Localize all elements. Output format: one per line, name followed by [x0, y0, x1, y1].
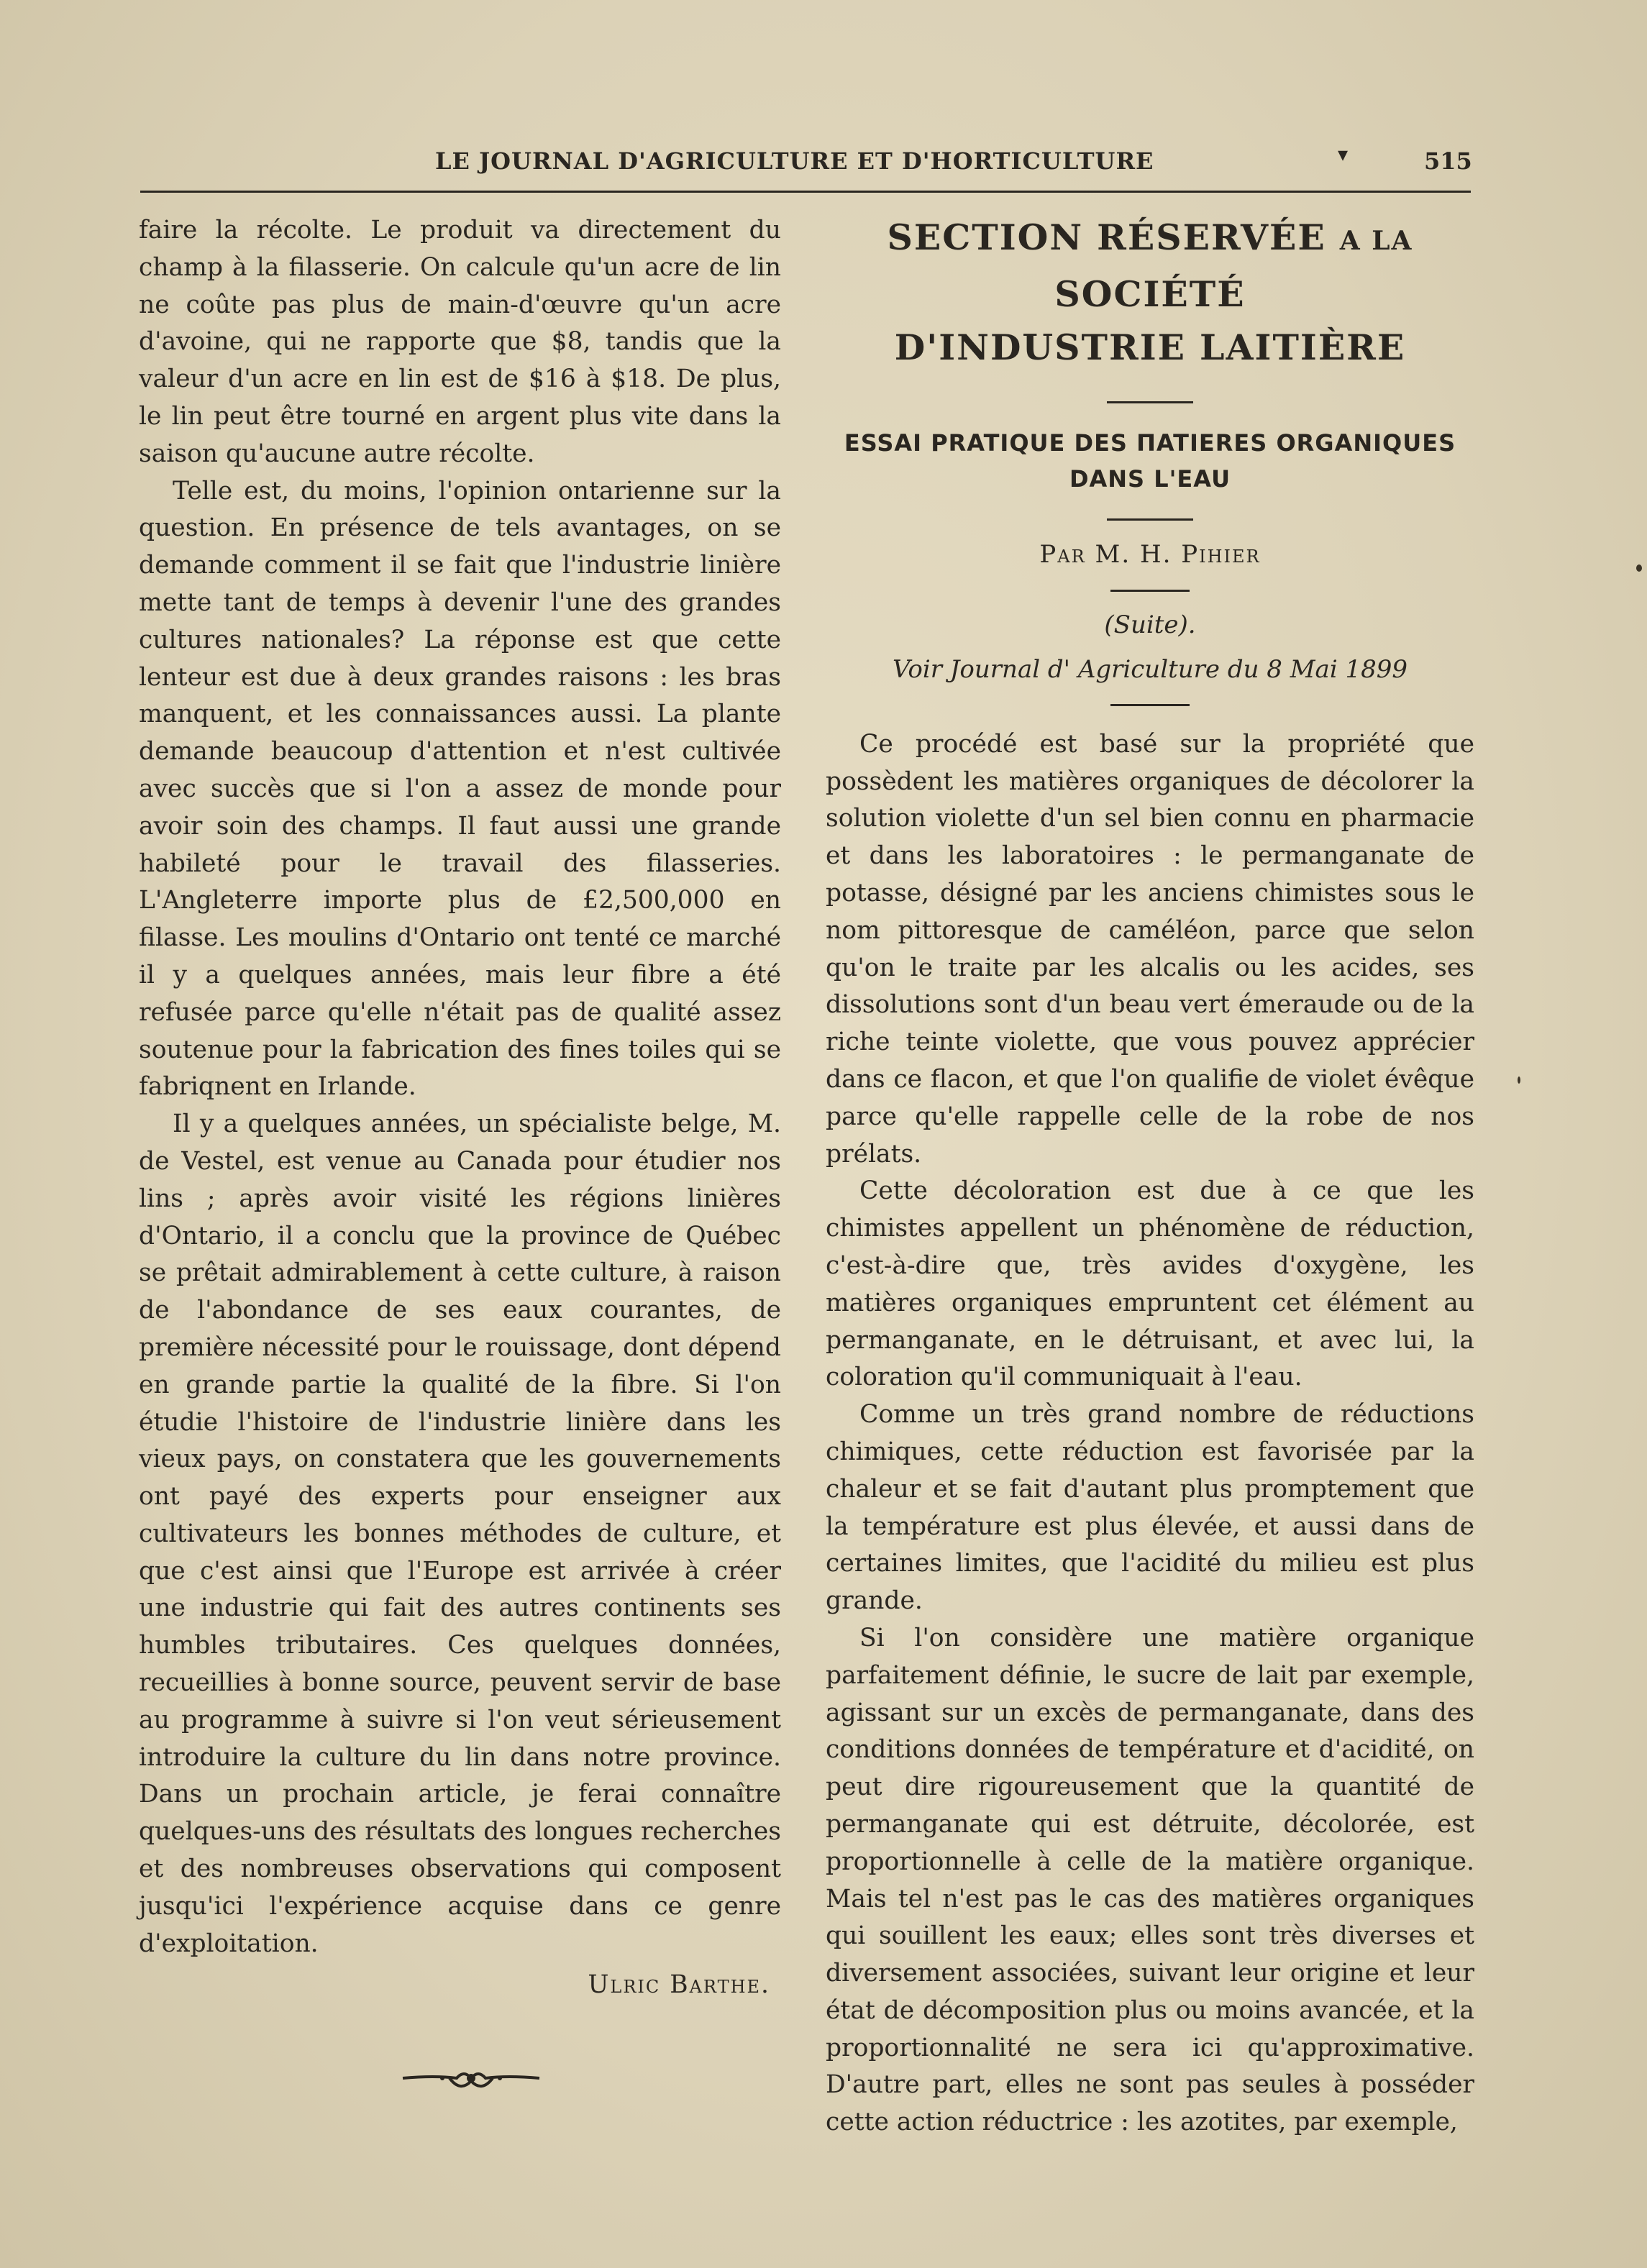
paragraph: Telle est, du moins, l'opinion ontarienne sur la question. En présence de tels avantages, on se demande comment il se fait que l'industrie linière mette tant de temps à devenir l'une des grandes cultures nationales? La réponse est que cette lenteur est due à deux grandes raisons : les bras manquent, et les connaissances aussi. La plante demande beaucoup d'attention et n'est cultivée avec succès que si l'on a assez de monde pour avoir soin des champs. Il faut aussi une grande habileté pour le travail des filasseries. L'Angleterre importe plus de £2,500,000 en filasse. Les moulins d'Ontario ont tenté ce marché il y a quelques années, mais leur fibre a été refusée parce qu'elle n'était pas de qualité assez soutenue pour la fabrication des fines toiles qui se fabriqnent en Irlande. — [139, 476, 781, 1102]
right-column — [826, 212, 1474, 2141]
divider — [1110, 590, 1190, 592]
paragraph: Si l'on considère une matière organique parfaitement définie, le sucre de lait par exemple, agissant sur un excès de permanganate, dans des conditions données de température et d'acidité, on peut dire rigoureusement que la quantité de permanganate qui est détruite, décolorée, est proportionnelle à celle de la matière organique. Mais tel n'est pas le cas des matières organiques qui souillent les eaux; elles sont très diverses et diversement associées, suivant leur origine et leur état de décomposition plus ou moins avancée, et la proportionnalité ne sera ici qu'approximative. D'autre part, elles ne sont pas seules à posséder cette action réductrice : les azotites, par exemple, — [826, 1623, 1474, 2137]
page-number: 515 — [1424, 147, 1472, 175]
section-title-part: SECTION RÉSERVÉE — [887, 216, 1326, 258]
section-title-part: A LA — [1339, 226, 1413, 256]
paragraph: Ce procédé est basé sur la propriété que possèdent les matières organiques de décolorer la solution violette d'un sel bien connu en pharmacie et dans les laboratoires : le permanganate de potasse, désigné par les anciens chimistes sous le nom pittoresque de caméléon, parce que selon qu'on le traite par les alcalis ou les acides, ses dissolutions sont d'un beau vert émeraude ou de la riche teinte violette, que vous pouvez apprécier dans ce flacon, et que l'on qualifie de violet évêque parce qu'elle rappelle celle de la robe de nos prélats. — [826, 729, 1474, 1169]
header-rule — [140, 191, 1471, 193]
paragraph: Comme un très grand nombre de réductions chimiques, cette réduction est favorisée par la chaleur et se fait d'autant plus promptement que la température est plus élevée, et aussi dans de certaines limites, que l'acidité du milieu est plus grande. — [826, 1400, 1474, 1616]
divider — [1107, 401, 1193, 403]
paragraph: Cette décoloration est due à ce que les chimistes appellent un phénomène de réduction, c'est-à-dire que, très avides d'oxygène, les matières organiques empruntent cet élément au permanganate, en le détruisant, et avec lui, la coloration qu'il communiquait à l'eau. — [826, 1176, 1474, 1392]
section-title-part: SOCIÉTÉ — [1054, 273, 1246, 315]
paper-speck — [1518, 1076, 1520, 1084]
reference-note: Voir Journal d' Agriculture du 8 Mai 1899 — [892, 654, 1408, 684]
paragraph: Il y a quelques années, un spécialiste belge, M. de Vestel, est venue au Canada pour étudier nos lins ; après avoir visité les régions linières d'Ontario, il a conclu que la province de Québec se prêtait admirablement à cette culture, à raison de l'abondance de ses eaux courantes, de première nécessité pour le rouissage, dont dépend en grande partie la qualité de la fibre. Si l'on étudie l'histoire de l'industrie linière dans les vieux pays, on constatera que les gouvernements ont payé des experts pour enseigner aux cultivateurs les bonnes méthodes de culture, et que c'est ainsi que l'Europe est arrivée à créer une industrie qui fait des autres continents ses humbles tributaires. Ces quelques données, recueillies à bonne source, peuvent servir de base au programme à suivre si l'on veut sérieusement introduire la culture du lin dans notre province. Dans un prochain article, je ferai connaître quelques-uns des résultats des longues recherches et des nombreuses observations qui composent jusqu'ici l'expérience acquise dans ce genre d'exploitation. — [139, 1110, 781, 1958]
article-title: ESSAI PRATIQUE DES ΠATIERES ORGANIQUES DANS L'EAU — [844, 429, 1456, 493]
left-column — [139, 212, 781, 2004]
running-header — [140, 144, 1471, 187]
continued-note: (Suite). — [1104, 610, 1196, 639]
journal-title: LE JOURNAL D'AGRICULTURE ET D'HORTICULTURE — [435, 147, 1154, 175]
byline — [826, 536, 1474, 574]
byline-name: M. H. Pihier — [1095, 540, 1261, 569]
paper-speck — [1636, 564, 1642, 572]
printer-mark: ▾ — [1338, 142, 1349, 166]
author-signature: Ulric Barthe. — [588, 1970, 770, 2000]
section-title-part: D'INDUSTRIE LAITIÈRE — [894, 326, 1406, 368]
paragraph: faire la récolte. Le produit va directement du champ à la filasserie. On calcule qu'un acre de lin ne coûte pas plus de main-d'œuvre qu'un acre d'avoine, qui ne rapporte que $8, tandis que la valeur d'un acre en lin est de $16 à $18. De plus, le lin peut être tourné en argent plus vite dans la saison qu'aucune autre récolte. — [139, 216, 781, 468]
divider — [1107, 518, 1193, 521]
section-title — [826, 211, 1474, 374]
ornament-icon — [399, 2057, 543, 2100]
byline-prefix: Par — [1039, 540, 1086, 569]
